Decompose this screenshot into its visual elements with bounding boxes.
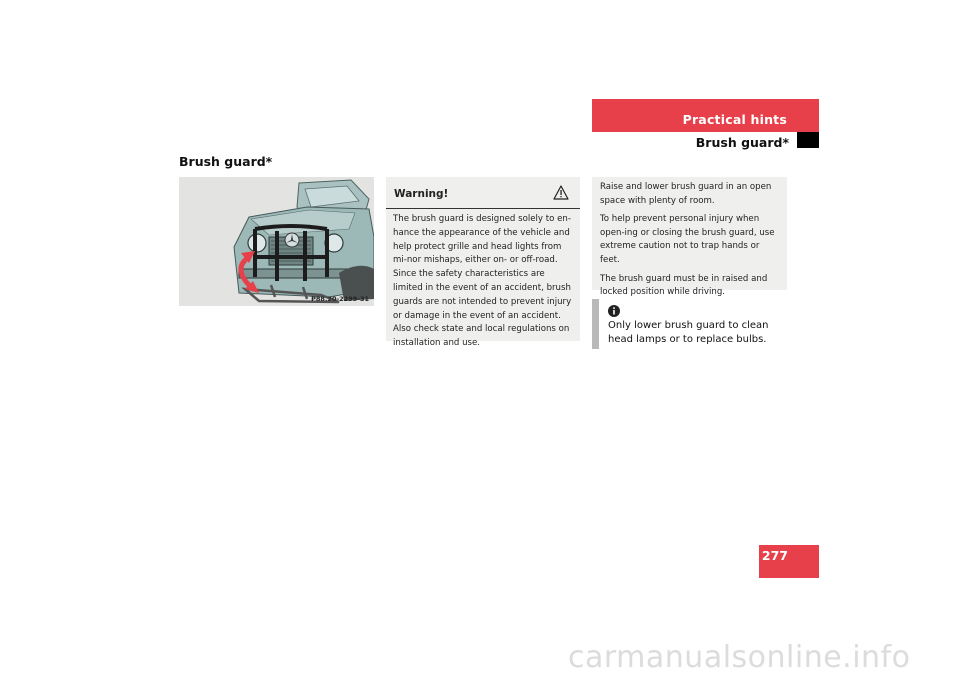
chapter-title: Practical hints: [682, 112, 787, 127]
instruction-paragraph: The brush guard must be in raised and locked position while driving.: [600, 273, 768, 298]
note-text: Only lower brush guard to clean head lamps or to replace bulbs.: [608, 320, 769, 345]
info-note: [592, 299, 792, 349]
page-title: Brush guard*: [179, 154, 273, 169]
page-number-band: [759, 545, 819, 578]
note-sidebar: [592, 299, 599, 349]
page-number: 277: [761, 548, 788, 563]
warning-text: The brush guard is designed solely to en-hance the appearance of the vehicle and help protect grille and head lights from mi-nor mishaps, either on- or off-road. Since the safety characteristics are limited in the event of an accident, brush guards are not intended to prevent injury or damage in the event of an accident. Also check state and local regulations on installation and use.: [393, 214, 572, 349]
instruction-paragraph: To help prevent personal injury when open-ing or closing the brush guard, use extreme caution not to trap hands or feet.: [600, 214, 775, 265]
vehicle-illustration: [179, 177, 374, 306]
section-header-title: Brush guard*: [695, 135, 789, 150]
instructions-box: [592, 177, 787, 298]
chapter-header-band: [592, 99, 819, 132]
warning-box: [386, 177, 580, 349]
warning-triangle-icon: [553, 185, 569, 204]
brush-guard-illustration: [179, 177, 374, 306]
figure-code: P88.20-2299-31: [311, 295, 369, 303]
instruction-paragraph: Raise and lower brush guard in an open space with plenty of room.: [600, 182, 772, 206]
warning-title: Warning!: [394, 188, 449, 200]
watermark: carmanualsonline.info: [568, 640, 911, 675]
header-marker: [797, 132, 819, 148]
warning-header: [386, 177, 580, 209]
